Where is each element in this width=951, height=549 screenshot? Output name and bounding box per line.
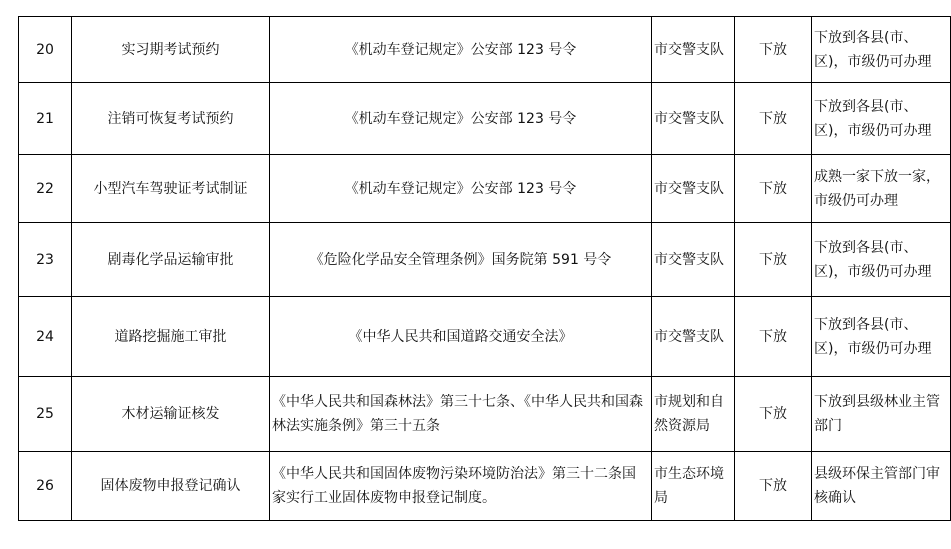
table-row <box>19 155 951 223</box>
delegation-mode: 下放 <box>735 452 812 521</box>
department: 市交警支队 <box>652 297 735 377</box>
delegation-mode: 下放 <box>735 83 812 155</box>
department: 市交警支队 <box>652 155 735 223</box>
item-name: 道路挖掘施工审批 <box>72 297 270 377</box>
legal-basis: 《机动车登记规定》公安部 123 号令 <box>270 155 652 223</box>
item-name: 固体废物申报登记确认 <box>72 452 270 521</box>
remark: 成熟一家下放一家，市级仍可办理 <box>812 155 951 223</box>
department: 市交警支队 <box>652 17 735 83</box>
row-number: 26 <box>19 452 72 521</box>
remark: 下放到各县(市、区)，市级仍可办理 <box>812 297 951 377</box>
remark: 县级环保主管部门审核确认 <box>812 452 951 521</box>
item-table <box>18 16 951 521</box>
table-row <box>19 452 951 521</box>
row-number: 23 <box>19 223 72 297</box>
row-number: 21 <box>19 83 72 155</box>
table-row <box>19 377 951 452</box>
legal-basis: 《危险化学品安全管理条例》国务院第 591 号令 <box>270 223 652 297</box>
table-row <box>19 17 951 83</box>
item-name: 小型汽车驾驶证考试制证 <box>72 155 270 223</box>
delegation-mode: 下放 <box>735 297 812 377</box>
remark: 下放到各县(市、区)，市级仍可办理 <box>812 223 951 297</box>
row-number: 20 <box>19 17 72 83</box>
row-number: 24 <box>19 297 72 377</box>
table-row <box>19 297 951 377</box>
item-name: 木材运输证核发 <box>72 377 270 452</box>
remark: 下放到各县(市、区)，市级仍可办理 <box>812 17 951 83</box>
delegation-mode: 下放 <box>735 155 812 223</box>
item-name: 剧毒化学品运输审批 <box>72 223 270 297</box>
legal-basis: 《机动车登记规定》公安部 123 号令 <box>270 83 652 155</box>
delegation-mode: 下放 <box>735 377 812 452</box>
delegation-mode: 下放 <box>735 223 812 297</box>
legal-basis: 《中华人民共和国固体废物污染环境防治法》第三十二条国家实行工业固体废物申报登记制度。 <box>270 452 652 521</box>
item-name: 实习期考试预约 <box>72 17 270 83</box>
legal-basis: 《中华人民共和国森林法》第三十七条、《中华人民共和国森林法实施条例》第三十五条 <box>270 377 652 452</box>
legal-basis: 《机动车登记规定》公安部 123 号令 <box>270 17 652 83</box>
row-number: 22 <box>19 155 72 223</box>
department: 市交警支队 <box>652 83 735 155</box>
department: 市生态环境局 <box>652 452 735 521</box>
department: 市交警支队 <box>652 223 735 297</box>
row-number: 25 <box>19 377 72 452</box>
remark: 下放到各县(市、区)，市级仍可办理 <box>812 83 951 155</box>
legal-basis: 《中华人民共和国道路交通安全法》 <box>270 297 652 377</box>
remark: 下放到县级林业主管部门 <box>812 377 951 452</box>
table-row <box>19 83 951 155</box>
delegation-mode: 下放 <box>735 17 812 83</box>
table-row <box>19 223 951 297</box>
department: 市规划和自然资源局 <box>652 377 735 452</box>
item-name: 注销可恢复考试预约 <box>72 83 270 155</box>
